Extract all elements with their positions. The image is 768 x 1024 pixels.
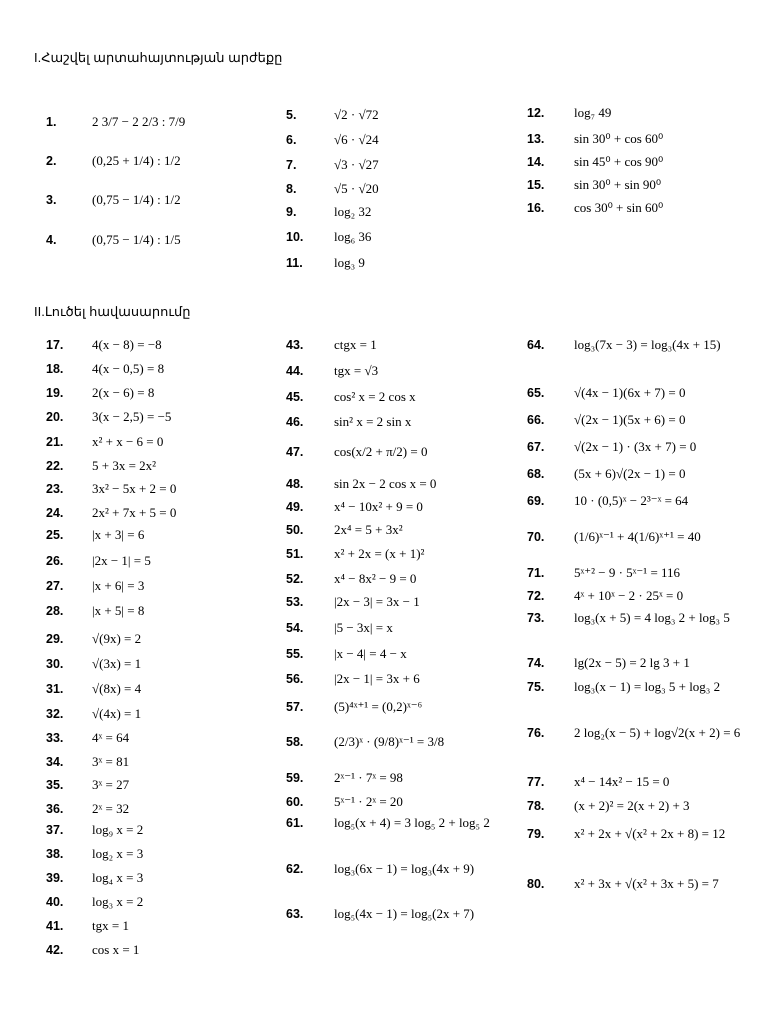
problem-number: 74. (527, 656, 545, 670)
problem-expression: 4ˣ + 10ˣ − 2 · 25ˣ = 0 (574, 588, 684, 603)
problem-expression: √6 · √24 (334, 132, 379, 147)
problem-expression: log₅(x + 4) = 3 log₅ 2 + log₅ 2 (334, 815, 490, 830)
problem-expression: x² + 3x + √(x² + 3x + 5) = 7 (574, 876, 719, 891)
problem-number: 55. (286, 647, 304, 661)
problem-expression: √5 · √20 (334, 181, 379, 196)
problem-expression: log₅(4x − 1) = log₅(2x + 7) (334, 906, 475, 921)
problem-number: 9. (286, 205, 297, 219)
problem-expression: √(2x − 1) · (3x + 7) = 0 (574, 439, 697, 454)
problem-number: 24. (46, 506, 64, 520)
problem-expression: (0,75 − 1/4) : 1/2 (92, 192, 181, 207)
problem-expression: lg(2x − 5) = 2 lg 3 + 1 (574, 655, 690, 670)
problem-expression: tgx = √3 (334, 363, 379, 378)
problem-expression: (x + 2)² = 2(x + 2) + 3 (574, 798, 690, 813)
problem-number: 15. (527, 178, 545, 192)
problem-expression: √(3x) = 1 (92, 656, 142, 671)
problem-number: 11. (286, 256, 303, 270)
problem-expression: sin 45⁰ + cos 90⁰ (574, 154, 664, 169)
problem-expression: sin 30⁰ + sin 90⁰ (574, 177, 662, 192)
problem-expression: √(4x) = 1 (92, 706, 142, 721)
problem-expression: √2 · √72 (334, 107, 379, 122)
problem-number: 20. (46, 410, 64, 424)
problem-expression: 2x² + 7x + 5 = 0 (92, 505, 177, 520)
problem-expression: (0,75 − 1/4) : 1/5 (92, 232, 181, 247)
problem-number: 80. (527, 877, 545, 891)
problem-expression: (5)⁴ˣ⁺¹ = (0,2)ˣ⁻⁶ (334, 699, 423, 714)
problem-number: 53. (286, 595, 304, 609)
problem-expression: 2ˣ = 32 (92, 801, 130, 816)
problem-expression: 4ˣ = 64 (92, 730, 130, 745)
problem-number: 39. (46, 871, 64, 885)
problem-expression: cos(x/2 + π/2) = 0 (334, 444, 428, 459)
problem-expression: cos² x = 2 cos x (334, 389, 416, 404)
problem-expression: |2x − 1| = 3x + 6 (334, 671, 420, 686)
problem-number: 27. (46, 579, 64, 593)
problem-expression: √(9x) = 2 (92, 631, 142, 646)
problem-expression: tgx = 1 (92, 918, 129, 933)
problem-number: 44. (286, 364, 304, 378)
section-title: I.Հաշվել արտահայտության արժեքը (34, 50, 283, 65)
problem-expression: x⁴ − 8x² − 9 = 0 (334, 571, 417, 586)
problem-number: 70. (527, 530, 545, 544)
problem-number: 7. (286, 158, 297, 172)
problem-expression: |x + 3| = 6 (92, 527, 145, 542)
problem-expression: x⁴ − 10x² + 9 = 0 (334, 499, 423, 514)
problem-expression: sin 2x − 2 cos x = 0 (334, 476, 437, 491)
problem-expression: |x + 6| = 3 (92, 578, 145, 593)
problem-number: 45. (286, 390, 304, 404)
problem-number: 31. (46, 682, 64, 696)
problem-number: 36. (46, 802, 64, 816)
problem-number: 49. (286, 500, 304, 514)
problem-expression: (0,25 + 1/4) : 1/2 (92, 153, 181, 168)
problem-number: 26. (46, 554, 64, 568)
problem-number: 1. (46, 115, 57, 129)
problem-expression: 3ˣ = 27 (92, 777, 130, 792)
problem-expression: cos x = 1 (92, 942, 140, 957)
problem-expression: sin 30⁰ + cos 60⁰ (574, 131, 664, 146)
problem-expression: log₃ 9 (334, 255, 365, 270)
problem-expression: √(4x − 1)(6x + 7) = 0 (574, 385, 686, 400)
problem-expression: √(8x) = 4 (92, 681, 142, 696)
problem-expression: log₂ 32 (334, 204, 372, 219)
problem-expression: x⁴ − 14x² − 15 = 0 (574, 774, 670, 789)
problem-expression: 4(x − 8) = −8 (92, 337, 162, 352)
problem-number: 17. (46, 338, 64, 352)
problem-expression: 5ˣ⁻¹ · 2ˣ = 20 (334, 794, 403, 809)
problem-expression: 3x² − 5x + 2 = 0 (92, 481, 177, 496)
problem-number: 10. (286, 230, 304, 244)
problem-number: 79. (527, 827, 545, 841)
problem-number: 43. (286, 338, 304, 352)
problem-expression: (5x + 6)√(2x − 1) = 0 (574, 466, 686, 481)
problem-expression: log₃(x − 1) = log₃ 5 + log₃ 2 (574, 679, 721, 694)
problem-number: 40. (46, 895, 64, 909)
problem-number: 6. (286, 133, 297, 147)
problem-number: 68. (527, 467, 545, 481)
problem-expression: |x + 5| = 8 (92, 603, 145, 618)
problem-expression: log₇ 49 (574, 105, 612, 120)
problem-expression: 2x⁴ = 5 + 3x² (334, 522, 403, 537)
problem-number: 54. (286, 621, 304, 635)
problem-number: 35. (46, 778, 64, 792)
problem-number: 78. (527, 799, 545, 813)
problem-number: 52. (286, 572, 304, 586)
problem-expression: |5 − 3x| = x (334, 620, 393, 635)
problem-number: 34. (46, 755, 64, 769)
problem-number: 47. (286, 445, 304, 459)
problem-number: 22. (46, 459, 64, 473)
section-title: II.Լուծել հավասարումը (34, 304, 191, 319)
problem-expression: 2 log₂(x − 5) + log√2(x + 2) = 6 (574, 725, 741, 740)
problem-number: 8. (286, 182, 297, 196)
problem-number: 58. (286, 735, 304, 749)
problem-expression: log₆ 36 (334, 229, 372, 244)
problem-number: 25. (46, 528, 64, 542)
problem-number: 5. (286, 108, 297, 122)
problem-number: 21. (46, 435, 64, 449)
problem-expression: log₂ x = 3 (92, 846, 144, 861)
problem-number: 59. (286, 771, 304, 785)
problem-expression: |x − 4| = 4 − x (334, 646, 407, 661)
problem-expression: log₃(6x − 1) = log₃(4x + 9) (334, 861, 475, 876)
problem-expression: log₃(x + 5) = 4 log₃ 2 + log₃ 5 (574, 610, 730, 625)
problem-number: 72. (527, 589, 545, 603)
problem-number: 65. (527, 386, 545, 400)
problem-number: 48. (286, 477, 304, 491)
problem-expression: 5ˣ⁺² − 9 · 5ˣ⁻¹ = 116 (574, 565, 681, 580)
problem-expression: (1/6)ˣ⁻¹ + 4(1/6)ˣ⁺¹ = 40 (574, 529, 701, 544)
problem-number: 42. (46, 943, 64, 957)
problem-number: 69. (527, 494, 545, 508)
problem-expression: √3 · √27 (334, 157, 379, 172)
problem-expression: 3ˣ = 81 (92, 754, 130, 769)
problem-expression: log₃(7x − 3) = log₃(4x + 15) (574, 337, 721, 352)
problem-number: 62. (286, 862, 304, 876)
problem-number: 51. (286, 547, 304, 561)
problem-expression: 4(x − 0,5) = 8 (92, 361, 165, 376)
problem-expression: 10 · (0,5)ˣ − 2³⁻ˣ = 64 (574, 493, 689, 508)
problem-expression: log₃ x = 2 (92, 894, 144, 909)
problem-number: 63. (286, 907, 304, 921)
problem-expression: 2 3/7 − 2 2/3 : 7/9 (92, 114, 186, 129)
problem-expression: x² + x − 6 = 0 (92, 434, 164, 449)
problem-number: 75. (527, 680, 545, 694)
problem-number: 61. (286, 816, 304, 830)
problem-number: 28. (46, 604, 64, 618)
problem-number: 13. (527, 132, 545, 146)
problem-expression: ctgx = 1 (334, 337, 377, 352)
problem-number: 37. (46, 823, 64, 837)
problem-number: 71. (527, 566, 545, 580)
problem-expression: 2(x − 6) = 8 (92, 385, 155, 400)
problem-expression: 3(x − 2,5) = −5 (92, 409, 172, 424)
problem-number: 64. (527, 338, 545, 352)
problem-number: 66. (527, 413, 545, 427)
problem-expression: 2ˣ⁻¹ · 7ˣ = 98 (334, 770, 403, 785)
problem-number: 30. (46, 657, 64, 671)
problem-expression: sin² x = 2 sin x (334, 414, 412, 429)
problem-number: 23. (46, 482, 64, 496)
problem-number: 50. (286, 523, 304, 537)
problem-number: 41. (46, 919, 64, 933)
problem-number: 18. (46, 362, 64, 376)
problem-number: 38. (46, 847, 64, 861)
problem-number: 19. (46, 386, 64, 400)
problem-number: 3. (46, 193, 57, 207)
problem-expression: |2x − 1| = 5 (92, 553, 151, 568)
problem-expression: x² + 2x + √(x² + 2x + 8) = 12 (574, 826, 726, 841)
problem-expression: log₄ x = 3 (92, 870, 144, 885)
problem-number: 4. (46, 233, 57, 247)
problem-expression: cos 30⁰ + sin 60⁰ (574, 200, 664, 215)
problem-expression: x² + 2x = (x + 1)² (334, 546, 425, 561)
problem-number: 16. (527, 201, 545, 215)
problem-number: 60. (286, 795, 304, 809)
problem-number: 29. (46, 632, 64, 646)
problem-number: 14. (527, 155, 545, 169)
problem-number: 76. (527, 726, 545, 740)
problem-expression: (2/3)ˣ · (9/8)ˣ⁻¹ = 3/8 (334, 734, 445, 749)
problem-number: 12. (527, 106, 545, 120)
problem-number: 46. (286, 415, 304, 429)
problem-number: 77. (527, 775, 545, 789)
problem-expression: √(2x − 1)(5x + 6) = 0 (574, 412, 686, 427)
problem-number: 33. (46, 731, 64, 745)
problem-expression: log₉ x = 2 (92, 822, 144, 837)
problem-number: 56. (286, 672, 304, 686)
problem-number: 73. (527, 611, 545, 625)
problem-number: 67. (527, 440, 545, 454)
problem-number: 32. (46, 707, 64, 721)
problem-expression: 5 + 3x = 2x² (92, 458, 157, 473)
problem-number: 2. (46, 154, 57, 168)
problem-number: 57. (286, 700, 304, 714)
problem-expression: |2x − 3| = 3x − 1 (334, 594, 420, 609)
